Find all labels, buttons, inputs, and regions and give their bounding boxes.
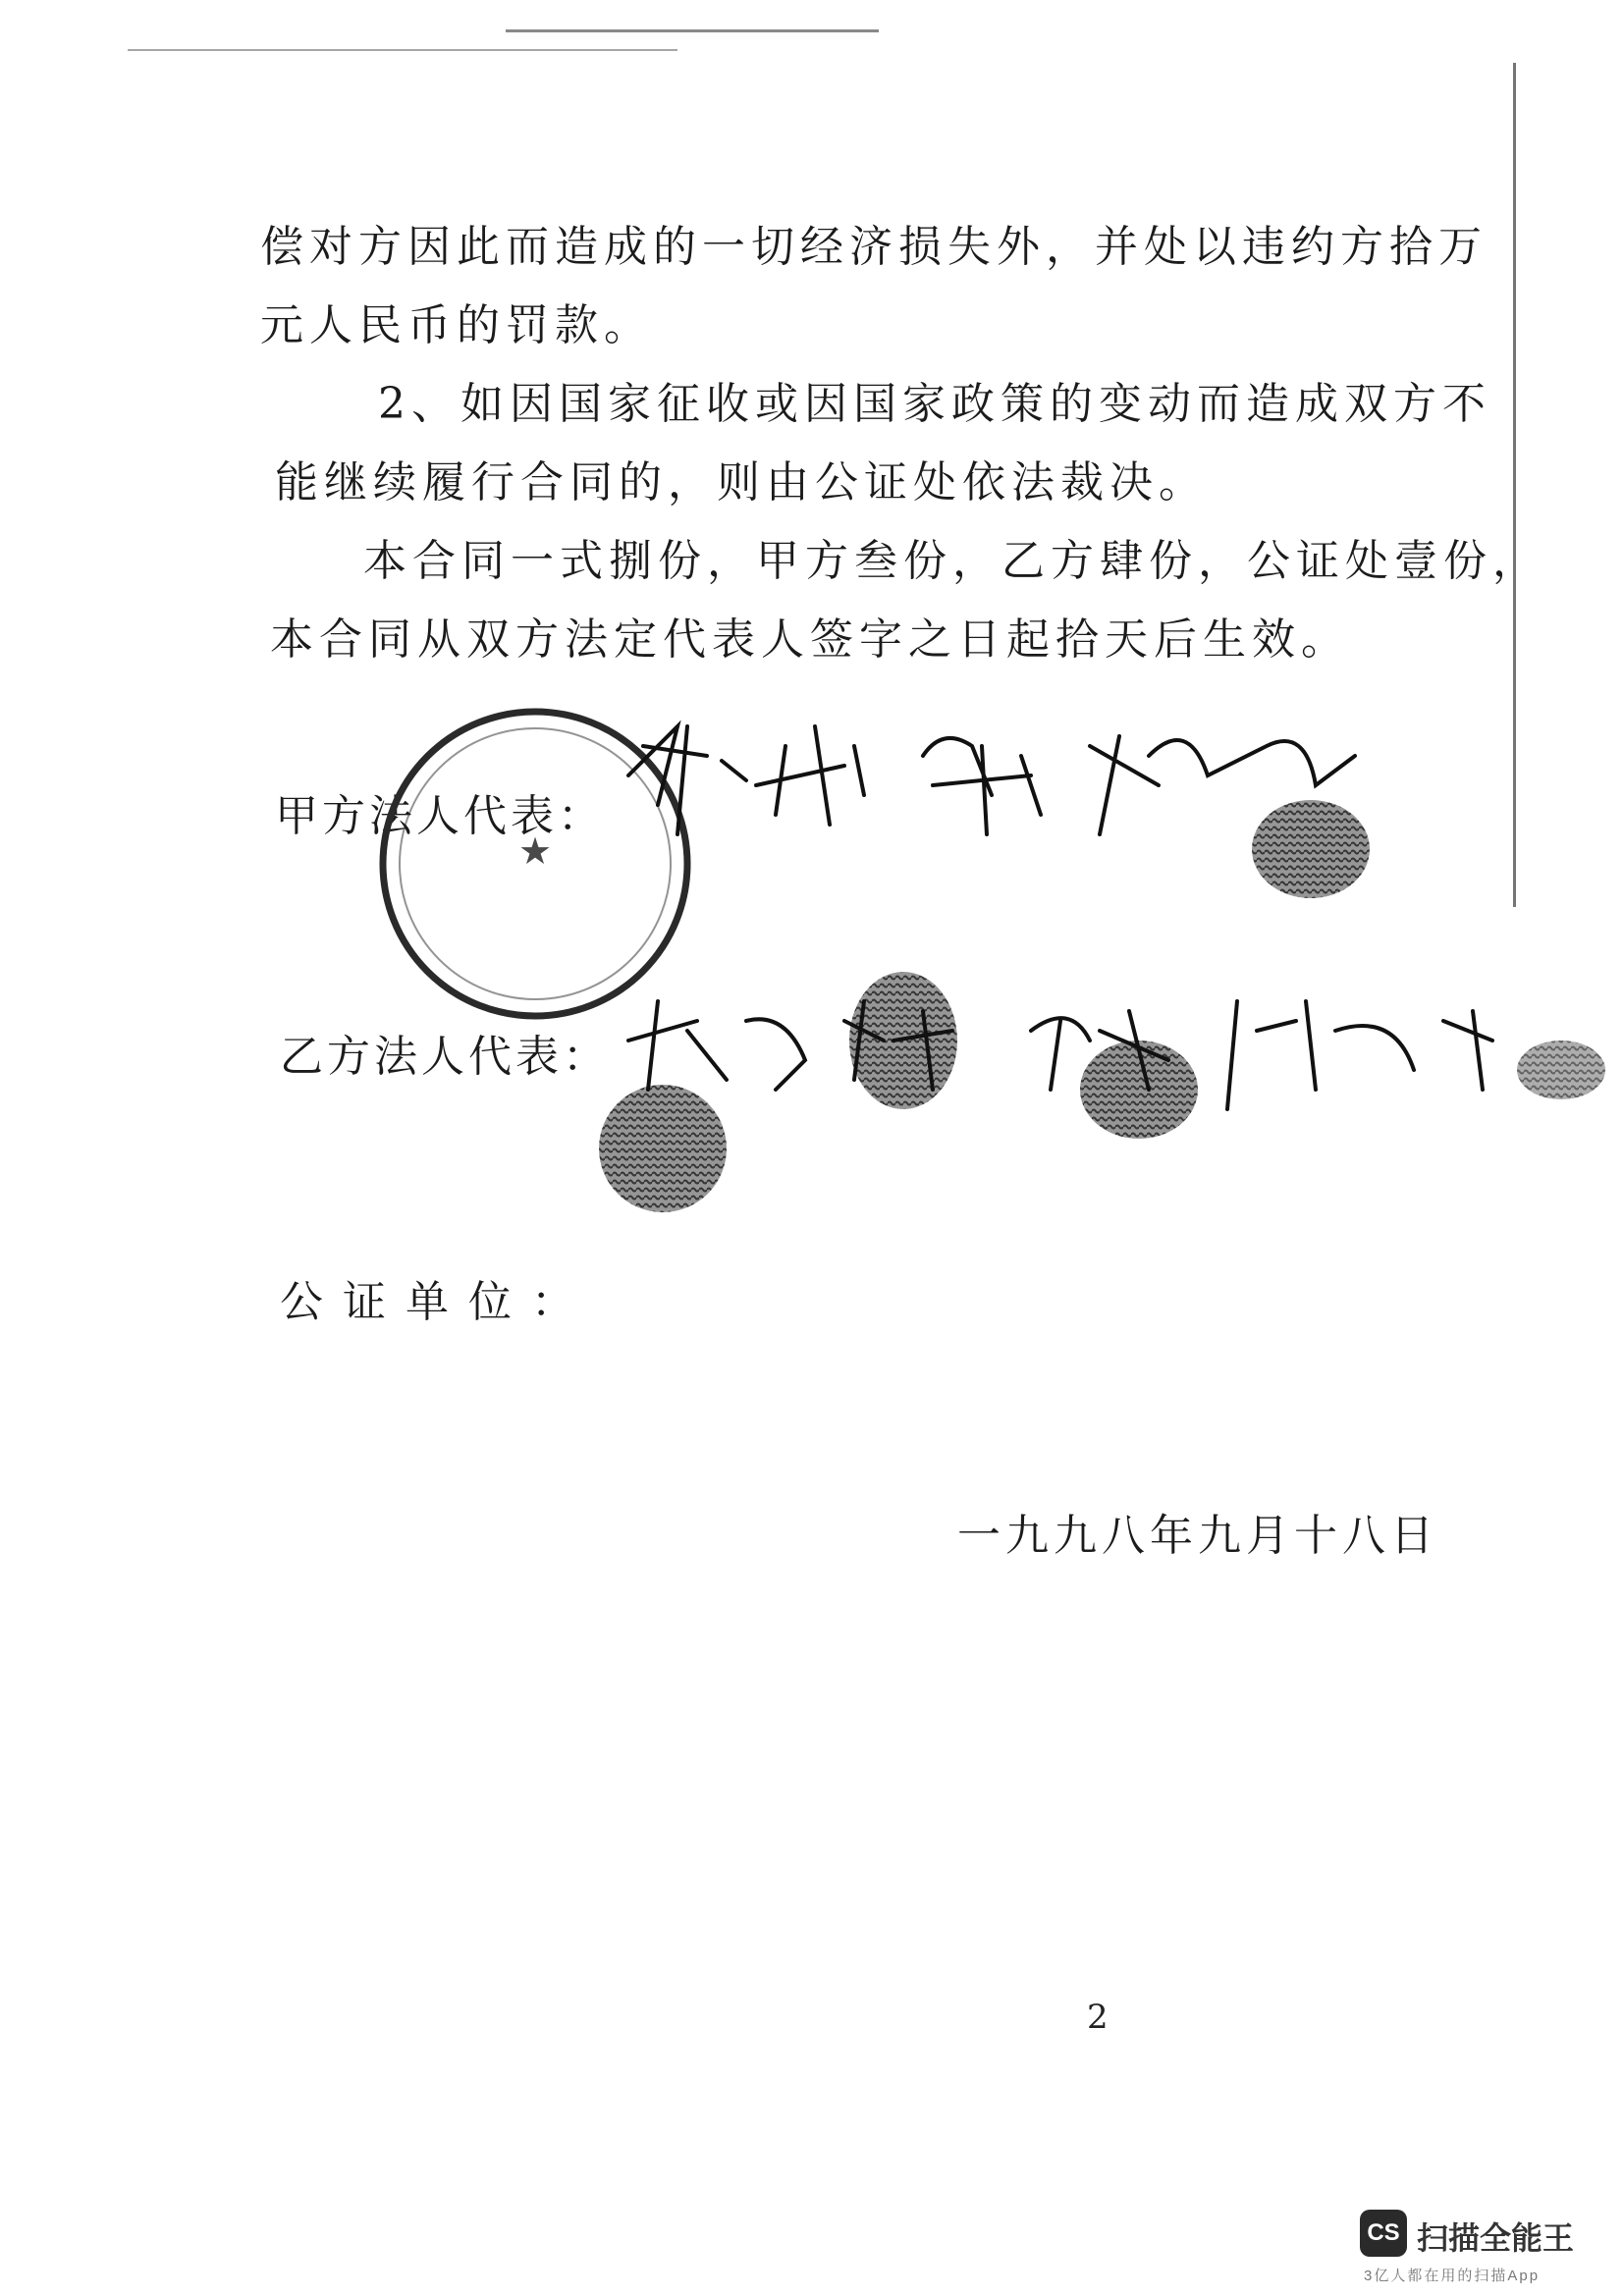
body-line-1: 偿对方因此而造成的一切经济损失外，并处以违约方拾万 [260,222,1488,272]
party-a-label: 甲方法人代表： [275,791,605,841]
party-a-signature [628,726,1355,834]
party-b-signature [628,1001,1492,1109]
scan-top-border [128,49,677,51]
scan-right-edge [1513,63,1516,907]
scanner-watermark [1360,2202,1605,2290]
fingerprint [1252,800,1370,898]
page-number: 2 [1087,1998,1109,2037]
seal-stamp [383,712,687,1016]
body-line-5: 本合同一式捌份，甲方叁份，乙方肆份，公证处壹份， [363,536,1542,586]
scanner-logo-icon: CS [1360,2210,1407,2257]
scan-top-dashes [506,29,879,32]
body-line-6: 本合同从双方法定代表人签字之日起拾天后生效。 [270,614,1350,665]
fingerprint [599,1085,727,1212]
fingerprint [849,972,957,1109]
body-line-3: 2、如因国家征收或因国家政策的变动而造成双方不 [378,379,1491,429]
fingerprint [1080,1041,1198,1139]
body-line-4: 能继续履行合同的，则由公证处依法裁决。 [275,457,1208,507]
party-b-label: 乙方法人代表： [280,1032,610,1082]
scanner-app-name: 扫描全能王 [1417,2220,1575,2256]
body-line-2: 元人民币的罚款。 [260,300,653,350]
fingerprint [1517,1041,1605,1099]
scanner-tagline: 3亿人都在用的扫描App [1364,2268,1541,2284]
signing-date: 一九九八年九月十八日 [957,1511,1438,1561]
notary-label: 公证单位： [280,1277,594,1327]
svg-text:★: ★ [517,829,553,873]
